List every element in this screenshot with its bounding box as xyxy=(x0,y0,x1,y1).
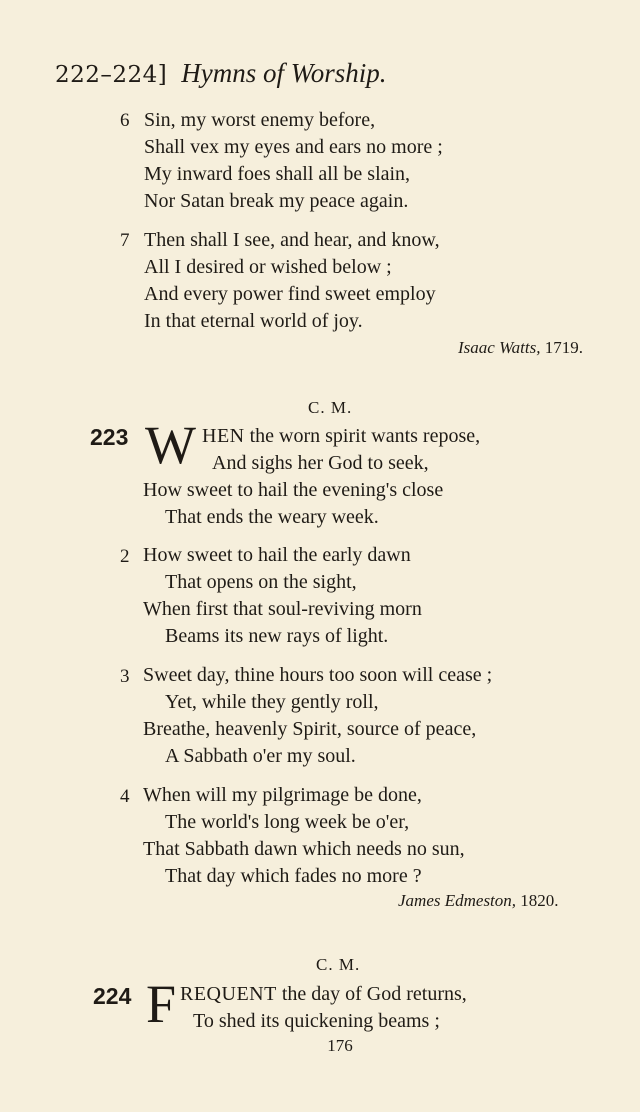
verse-line: My inward foes shall all be slain, xyxy=(144,163,411,185)
verse-line: That Sabbath dawn which needs no sun, xyxy=(143,838,465,860)
year: 1820. xyxy=(520,891,559,910)
verse-line: Breathe, heavenly Spirit, source of peace, xyxy=(143,718,477,740)
verse-line: Yet, while they gently roll, xyxy=(165,691,379,713)
verse-line: And sighs her God to seek, xyxy=(212,452,429,474)
meter-label: C. M. xyxy=(316,955,361,974)
author-name: James Edmeston, xyxy=(398,891,517,910)
verse-line: All I desired or wished below ; xyxy=(144,256,392,278)
author-name: Isaac Watts, xyxy=(458,338,541,357)
verse-line: Then shall I see, and hear, and know, xyxy=(144,229,440,251)
meter-label: C. M. xyxy=(308,398,353,417)
verse-number: 2 xyxy=(120,546,130,567)
verse-line: Beams its new rays of light. xyxy=(165,625,389,647)
verse-line: How sweet to hail the evening's close xyxy=(143,479,444,501)
drop-cap: F xyxy=(146,974,177,1034)
verse-line: That ends the weary week. xyxy=(165,506,379,528)
drop-cap: W xyxy=(145,415,196,475)
first-word-caps: REQUENT xyxy=(180,983,277,1005)
verse-line: Shall vex my eyes and ears no more ; xyxy=(144,136,443,158)
verse-line: In that eternal world of joy. xyxy=(144,310,363,332)
hymn-number: 223 xyxy=(90,424,129,450)
verse-line: That opens on the sight, xyxy=(165,571,357,593)
verse-line: A Sabbath o'er my soul. xyxy=(165,745,356,767)
verse-line: That day which fades no more ? xyxy=(165,865,422,887)
verse-line: Sin, my worst enemy before, xyxy=(144,109,376,131)
verse-line: Nor Satan break my peace again. xyxy=(144,190,409,212)
verse-number: 7 xyxy=(120,230,130,251)
attribution xyxy=(398,891,559,911)
first-word-caps: HEN xyxy=(202,425,245,447)
first-line-rest: the worn spirit wants repose, xyxy=(244,425,481,447)
verse-line: The world's long week be o'er, xyxy=(165,811,410,833)
hymn-number: 224 xyxy=(93,983,132,1009)
verse-line: How sweet to hail the early dawn xyxy=(143,544,411,566)
verse-line: To shed its quickening beams ; xyxy=(193,1010,440,1032)
verse-line: Sweet day, thine hours too soon will cease ; xyxy=(143,664,493,686)
running-header xyxy=(55,58,387,89)
verse-line-first xyxy=(180,983,467,1006)
verse-number: 6 xyxy=(120,110,130,131)
verse-line: And every power find sweet employ xyxy=(144,283,436,305)
year: 1719. xyxy=(544,338,583,357)
book-title: Hymns of Worship. xyxy=(181,58,387,88)
verse-line-first xyxy=(202,425,480,448)
page-number: 176 xyxy=(327,1036,353,1055)
first-line-rest: the day of God returns, xyxy=(276,983,467,1005)
verse-number: 4 xyxy=(120,786,130,807)
verse-number: 3 xyxy=(120,666,130,687)
hymn-range: 222–224] xyxy=(55,62,168,88)
attribution xyxy=(458,338,583,358)
verse-line: When will my pilgrimage be done, xyxy=(143,784,422,806)
verse-line: When first that soul-reviving morn xyxy=(143,598,422,620)
